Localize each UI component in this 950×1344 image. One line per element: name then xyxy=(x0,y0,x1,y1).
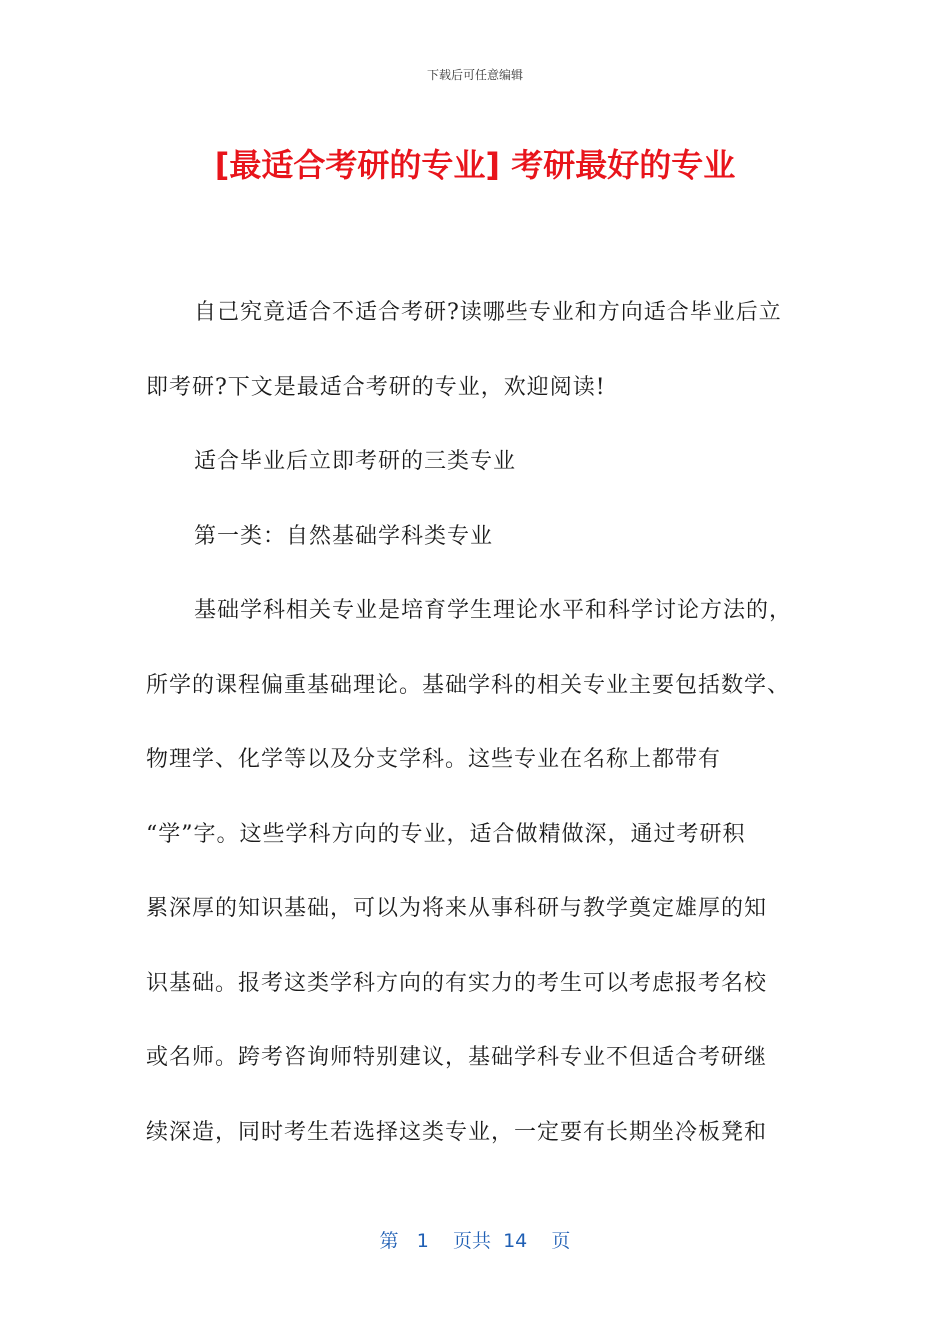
document-body xyxy=(146,276,808,1170)
page-number: 1 xyxy=(416,1230,429,1252)
paragraph-category-one xyxy=(146,500,808,575)
body-line: 物理学、化学等以及分支学科。这些专业在名称上都带有 xyxy=(146,747,722,772)
body-line: 累深厚的知识基础，可以为将来从事科研与教学奠定雄厚的知 xyxy=(146,896,768,921)
footer-suffix: 页 xyxy=(551,1230,571,1252)
total-pages: 14 xyxy=(503,1230,528,1252)
body-line: “学”字。这些学科方向的专业，适合做精做深，通过考研积 xyxy=(146,821,746,847)
body-line: 即考研?下文是最适合考研的专业，欢迎阅读! xyxy=(146,374,606,400)
document-title: [最适合考研的专业] 考研最好的专业 xyxy=(214,146,736,184)
paragraph-heading xyxy=(146,425,808,500)
body-line: 识基础。报考这类学科方向的有实力的考生可以考虑报考名校 xyxy=(146,970,768,996)
body-line: 所学的课程偏重基础理论。基础学科的相关专业主要包括数学、 xyxy=(146,672,791,698)
header-note: 下载后可任意编辑 xyxy=(426,68,523,82)
paragraph-basic-sciences xyxy=(146,574,808,1170)
body-line: 自己究竟适合不适合考研?读哪些专业和方向适合毕业后立 xyxy=(194,300,782,325)
body-line: 基础学科相关专业是培育学生理论水平和科学讨论方法的， xyxy=(194,598,793,623)
footer-prefix: 第 xyxy=(379,1230,399,1252)
body-line: 或名师。跨考咨询师特别建议，基础学科专业不但适合考研继 xyxy=(146,1045,768,1070)
page-footer xyxy=(0,1226,950,1253)
body-line: 续深造，同时考生若选择这类专业，一定要有长期坐冷板凳和 xyxy=(146,1119,768,1145)
footer-middle: 页共 xyxy=(452,1230,491,1252)
body-line: 第一类：自然基础学科类专业 xyxy=(194,523,494,549)
body-line: 适合毕业后立即考研的三类专业 xyxy=(194,449,517,474)
paragraph-intro xyxy=(146,276,808,425)
